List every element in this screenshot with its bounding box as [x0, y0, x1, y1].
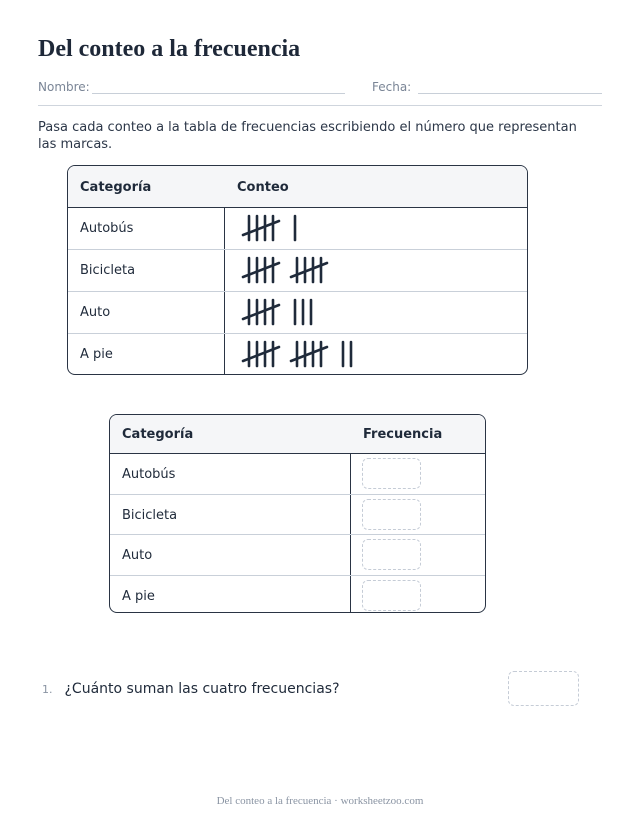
- date-field[interactable]: [418, 93, 602, 94]
- table-row: [110, 576, 485, 614]
- frequency-header-frequency: Frecuencia: [363, 427, 443, 442]
- tally-table: [67, 165, 528, 375]
- tally-marks: [239, 339, 379, 369]
- tally-cell: [224, 250, 527, 291]
- tally-marks: [239, 255, 379, 285]
- category-label: Bicicleta: [122, 507, 178, 523]
- question-answer-box[interactable]: [508, 671, 579, 706]
- frequency-cell: [350, 454, 485, 494]
- table-row: [68, 334, 527, 375]
- frequency-answer-box[interactable]: [362, 458, 421, 489]
- name-field[interactable]: [92, 93, 345, 94]
- tally-cell: [224, 334, 527, 375]
- table-row: [68, 208, 527, 250]
- frequency-cell: [350, 495, 485, 535]
- category-label: A pie: [80, 347, 113, 362]
- question-number: 1.: [42, 683, 53, 696]
- category-label: Autobús: [80, 221, 134, 236]
- frequency-answer-box[interactable]: [362, 580, 421, 611]
- table-row: [110, 495, 485, 536]
- tally-header-category: Categoría: [80, 180, 152, 195]
- instructions: Pasa cada conteo a la tabla de frecuencias escribiendo el número que representan las marcas.: [38, 120, 577, 152]
- category-label: Bicicleta: [80, 263, 136, 278]
- question-text: ¿Cuánto suman las cuatro frecuencias?: [64, 681, 340, 697]
- frequency-cell: [350, 535, 485, 575]
- frequency-cell: [350, 576, 485, 614]
- tally-marks: [239, 297, 379, 327]
- frequency-answer-box[interactable]: [362, 499, 421, 530]
- category-label: A pie: [122, 588, 155, 604]
- table-row: [110, 535, 485, 576]
- table-row: [68, 250, 527, 292]
- category-label: Auto: [80, 305, 111, 320]
- frequency-answer-box[interactable]: [362, 539, 421, 570]
- category-label: Auto: [122, 548, 153, 563]
- date-label: Fecha:: [372, 80, 412, 94]
- page-title: Del conteo a la frecuencia: [38, 36, 301, 62]
- tally-header-count: Conteo: [237, 180, 289, 195]
- table-row: [68, 292, 527, 334]
- frequency-header-category: Categoría: [122, 427, 194, 442]
- tally-cell: [224, 292, 527, 333]
- table-row: [110, 454, 485, 495]
- header-divider: [38, 105, 602, 106]
- tally-table-header: [68, 166, 527, 208]
- footer: Del conteo a la frecuencia · worksheetzoo.com: [216, 795, 424, 807]
- category-label: Autobús: [122, 467, 176, 482]
- tally-cell: [224, 208, 527, 249]
- student-fields: [38, 78, 602, 98]
- frequency-table: [109, 414, 486, 613]
- question-1: [42, 681, 340, 697]
- tally-marks: [239, 213, 379, 243]
- frequency-table-header: [110, 415, 485, 454]
- name-label: Nombre:: [38, 80, 90, 94]
